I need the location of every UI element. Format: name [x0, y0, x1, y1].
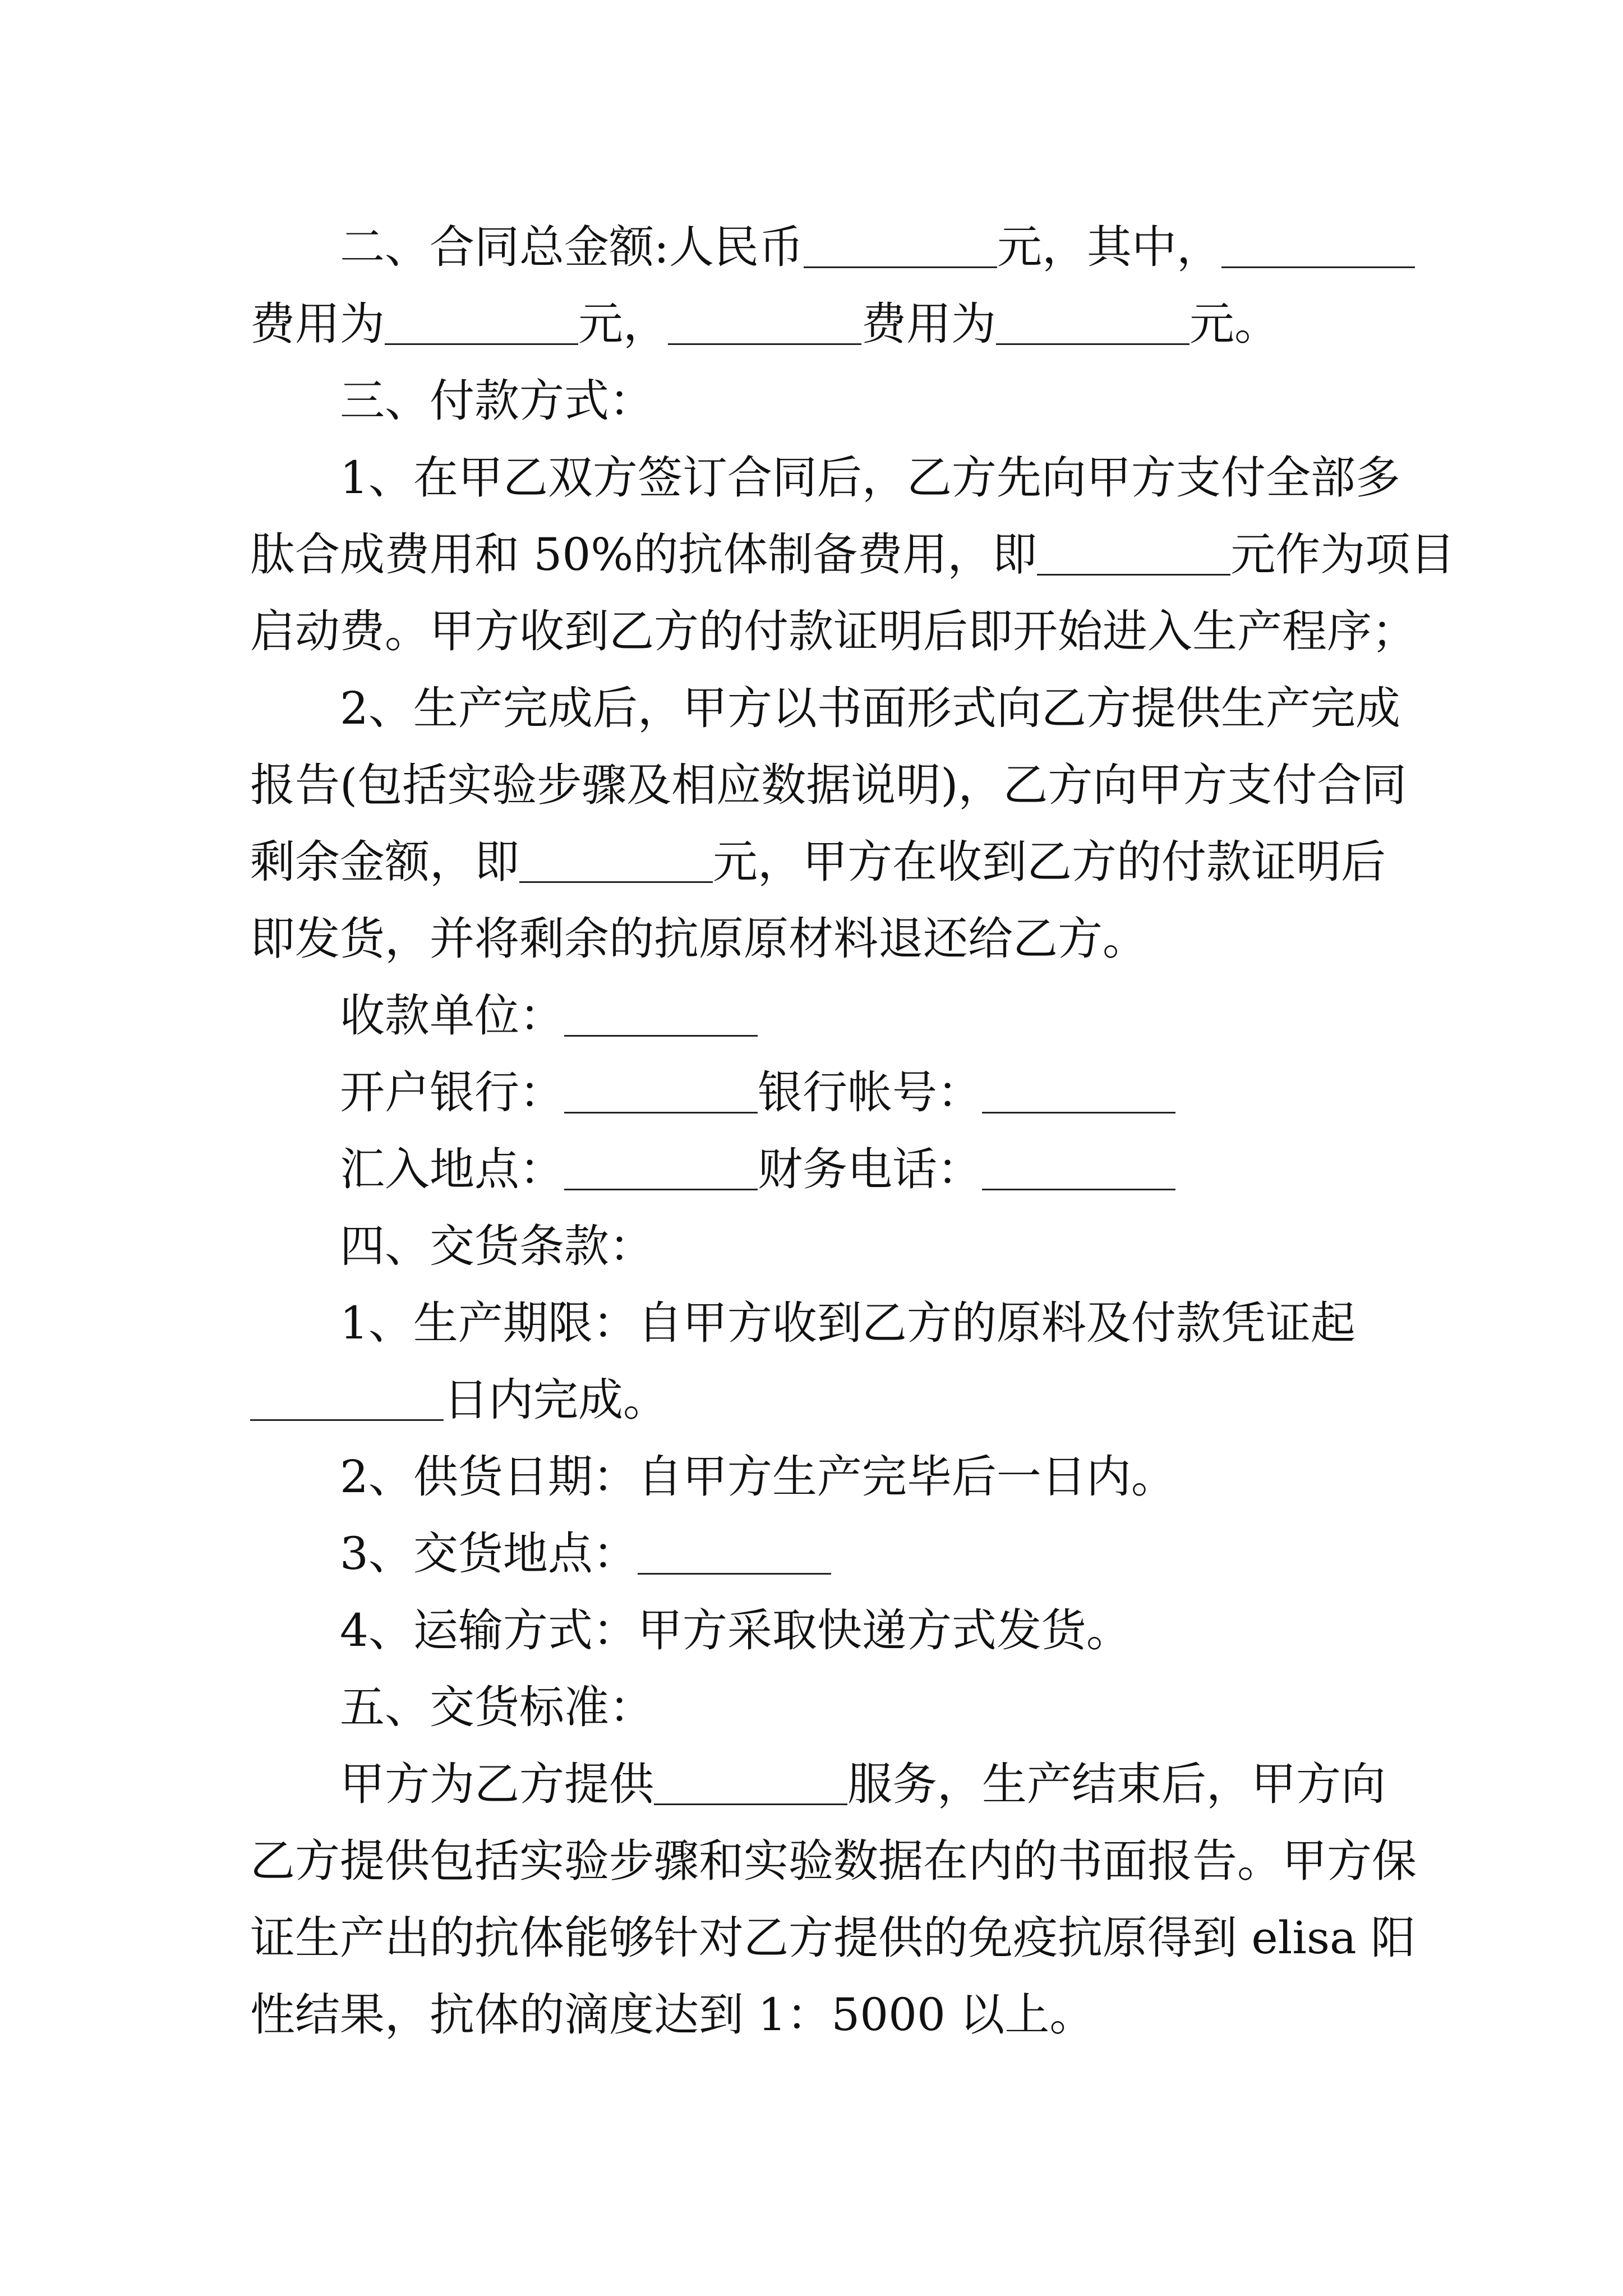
blank-payee [564, 990, 758, 1037]
section-4-item-4: 4、运输方式：甲方采取快递方式发货。 [340, 1604, 1131, 1657]
section-5-line-1 [250, 1746, 1389, 1823]
blank-finance-phone [982, 1144, 1175, 1190]
section-3-item-2-line-3 [250, 823, 1389, 900]
section-2-line-1 [250, 209, 1389, 286]
section-3-item-1-line-2 [250, 516, 1455, 593]
section-3-title: 三、付款方式： [340, 375, 654, 427]
text-rmb: 人民币 [668, 221, 804, 273]
delivery-place-label: 3、交货地点： [340, 1527, 638, 1580]
remit-place-label: 汇入地点： [340, 1143, 564, 1195]
section-5-title: 五、交货标准： [340, 1681, 654, 1733]
blank-fee-amount-2 [996, 298, 1189, 345]
section-3-item-1-line-1: 1、在甲乙双方签订合同后，乙方先向甲方支付全部多 [340, 452, 1400, 504]
blank-fee-name-1 [1221, 222, 1415, 268]
blank-fee-name-2 [668, 298, 861, 345]
account-label: 银行帐号： [758, 1066, 982, 1119]
text-yuan-among: 元，其中， [997, 221, 1221, 273]
finance-phone-label: 财务电话： [758, 1143, 982, 1195]
blank-total-amount [804, 222, 997, 268]
section-2-title: 二、合同总金额: [340, 221, 669, 273]
text-provide: 甲方为乙方提供 [340, 1758, 654, 1810]
payee-line [250, 977, 1389, 1054]
payee-label: 收款单位： [340, 990, 564, 1042]
blank-service [654, 1759, 847, 1805]
section-5-line-3: 证生产出的抗体能够针对乙方提供的免疫抗原得到 elisa 阳 [250, 1912, 1416, 1964]
text-yuan-period: 元。 [1189, 298, 1279, 350]
blank-fee-amount-1 [385, 298, 578, 345]
section-4-item-2: 2、供货日期：自甲方生产完毕后一日内。 [340, 1451, 1176, 1503]
blank-remaining-amount [519, 836, 713, 883]
text-yuan-comma: 元， [578, 298, 668, 350]
blank-startup-amount [1037, 529, 1230, 576]
section-3-item-2-line-4: 即发货，并将剩余的抗原原材料退还给乙方。 [250, 913, 1147, 965]
section-4-item-1-line-2 [250, 1361, 1389, 1438]
text-remaining: 剩余金额，即 [250, 836, 519, 888]
document-body [250, 209, 1455, 2053]
blank-delivery-place [638, 1528, 831, 1575]
section-4-item-3 [250, 1515, 1389, 1592]
section-3-item-2-line-1: 2、生产完成后，甲方以书面形式向乙方提供生产完成 [340, 682, 1400, 734]
remit-line [250, 1131, 1389, 1208]
text-fee-is-1: 费用为 [250, 298, 385, 350]
text-service-end: 服务，生产结束后，甲方向 [847, 1758, 1386, 1810]
blank-remit-place [564, 1144, 758, 1190]
section-3-item-2-line-2: 报告(包括实验步骤及相应数据说明)，乙方向甲方支付合同 [250, 759, 1407, 811]
section-3-item-1-line-3: 启动费。甲方收到乙方的付款证明后即开始进入生产程序； [250, 605, 1417, 657]
section-4-item-1-line-1: 1、生产期限：自甲方收到乙方的原料及付款凭证起 [340, 1297, 1355, 1349]
text-after-payment: 元，甲方在收到乙方的付款证明后 [713, 836, 1386, 888]
section-5-line-4: 性结果，抗体的滴度达到 1：5000 以上。 [250, 1989, 1095, 2041]
section-5-line-2: 乙方提供包括实验步骤和实验数据在内的书面报告。甲方保 [250, 1835, 1417, 1887]
bank-line [250, 1054, 1389, 1131]
blank-account [982, 1067, 1175, 1114]
section-2-line-2 [250, 286, 1389, 362]
section-4-title: 四、交货条款： [340, 1220, 654, 1272]
text-as-project: 元作为项目 [1230, 528, 1455, 581]
text-peptide-fee: 肽合成费用和 50%的抗体制备费用，即 [250, 528, 1038, 581]
text-days-complete: 日内完成。 [444, 1374, 668, 1426]
blank-production-days [250, 1374, 444, 1421]
text-fee-is-2: 费用为 [861, 298, 996, 350]
blank-bank [564, 1067, 758, 1114]
bank-label: 开户银行： [340, 1066, 564, 1119]
